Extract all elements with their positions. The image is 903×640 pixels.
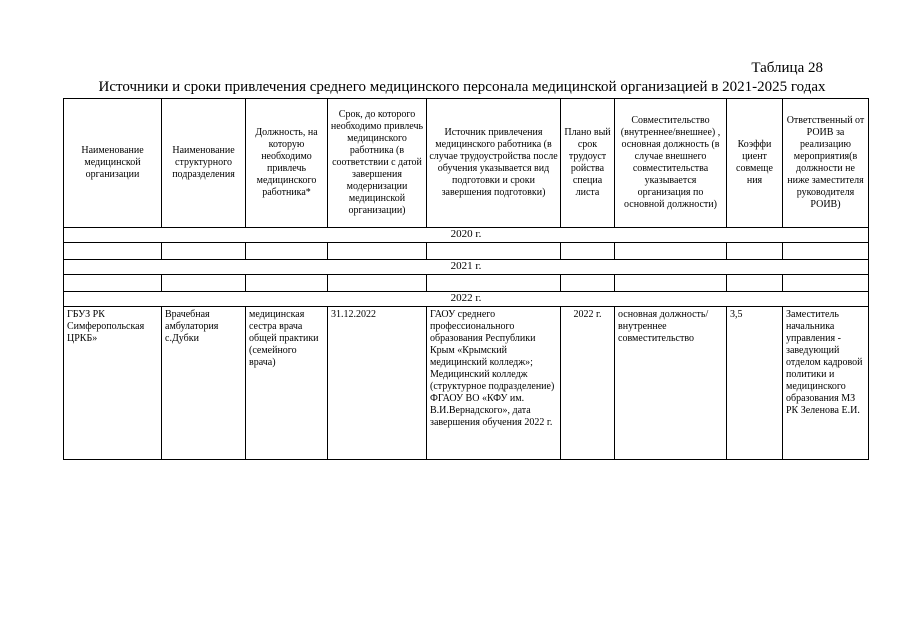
source-cell: ГАОУ среднего профессионального образования Республики Крым «Крымский медицинский колледж»; Медицинский колледж (структурное подразделение) ФГАОУ ВО «КФУ им. В.И.Вернадского», дата завершения обучения 2022 г. [427,307,561,460]
column-header: Ответственный от РОИВ за реализацию мероприятия(в должности не ниже заместителя руководителя РОИВ) [783,99,869,228]
column-header: Источник привлечения медицинского работника (в случае трудоустройства после обучения указывается вид подготовки и сроки завершения подготовки) [427,99,561,228]
table-row [64,275,869,292]
table-row [64,243,869,260]
column-header: Совместительство (внутреннее/внешнее) , основная должность (в случае внешнего совместительства указывается организация по основной должности) [615,99,727,228]
organization-cell: ГБУЗ РК Симферопольская ЦРКБ» [64,307,162,460]
table-number: Таблица 28 [751,60,823,76]
column-header: Наименование медицинской организации [64,99,162,228]
column-header: Наименование структурного подразделения [162,99,246,228]
year-row-2020 [64,228,869,243]
staffing-table [63,98,869,460]
column-header: Плано вый срок трудоуст ройства специа листа [561,99,615,228]
year-row-2022 [64,292,869,307]
column-header: Срок, до которого необходимо привлечь медицинского работника (в соответствии с датой завершения модернизации медицинской организации) [328,99,427,228]
planned-date-cell: 2022 г. [561,307,615,460]
responsible-cell: Заместитель начальника управления - заведующий отделом кадровой политики и медицинского образования МЗ РК Зеленова Е.И. [783,307,869,460]
table-row [64,307,869,460]
column-header: Коэффи циент совмеще ния [727,99,783,228]
deadline-cell: 31.12.2022 [328,307,427,460]
year-label: 2022 г. [64,292,869,307]
position-cell: медицинская сестра врача общей практики (семейного врача) [246,307,328,460]
table-header-row [64,99,869,228]
year-row-2021 [64,260,869,275]
department-cell: Врачебная амбулатория с.Дубки [162,307,246,460]
year-label: 2020 г. [64,228,869,243]
combination-cell: основная должность/ внутреннее совместительство [615,307,727,460]
document-title: Источники и сроки привлечения среднего медицинского персонала медицинской организацией в 2021-2025 годах [98,79,826,95]
coefficient-cell: 3,5 [727,307,783,460]
column-header: Должность, на которую необходимо привлечь медицинского работника* [246,99,328,228]
year-label: 2021 г. [64,260,869,275]
